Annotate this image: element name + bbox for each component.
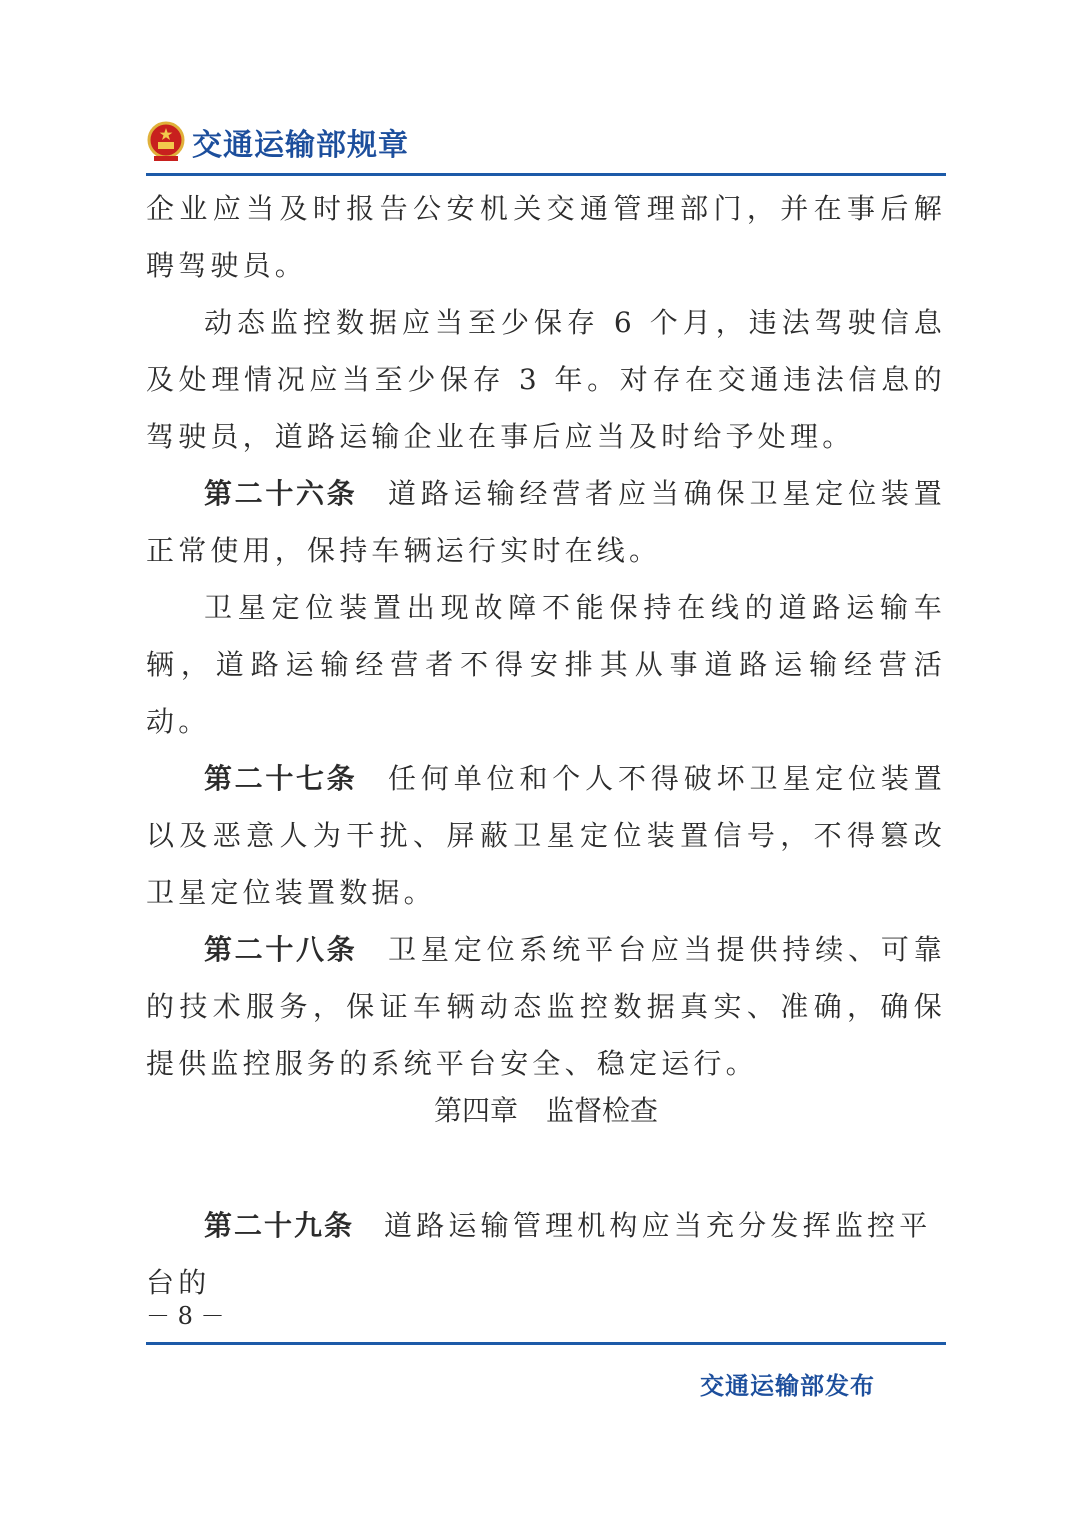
chapter-title: 监督检查 — [546, 1094, 659, 1127]
header-divider — [146, 173, 946, 176]
body-paragraph: 企业应当及时报告公安机关交通管理部门，并在事后解聘驾驶员。 — [146, 192, 946, 282]
page-header — [146, 112, 946, 172]
article-text: 卫星定位系统平台应当提供持续、可靠的技术服务，保证车辆动态监控数据真实、准确，确保提供监控服务的系统平台安全、稳定运行。 — [146, 933, 946, 1080]
article-number: 第二十七条 — [204, 762, 358, 795]
article-paragraph — [146, 1197, 946, 1311]
article-text: 道路运输经营者应当确保卫星定位装置正常使用，保持车辆运行实时在线。 — [146, 477, 946, 567]
body-paragraph: 卫星定位装置出现故障不能保持在线的道路运输车辆，道路运输经营者不得安排其从事道路运输经营活动。 — [146, 591, 946, 738]
article-paragraph — [146, 465, 946, 579]
header-title: 交通运输部规章 — [192, 128, 409, 163]
article-number: 第二十八条 — [204, 933, 358, 966]
national-emblem-icon — [146, 120, 186, 164]
chapter-number: 第四章 — [433, 1094, 518, 1127]
page-number: － 8 － — [146, 1302, 225, 1330]
chapter-heading — [146, 1082, 946, 1139]
article-number: 第二十六条 — [204, 477, 358, 510]
article-paragraph — [146, 750, 946, 921]
footer-divider — [146, 1342, 946, 1345]
article-number: 第二十九条 — [204, 1209, 355, 1242]
body-paragraph: 动态监控数据应当至少保存 6 个月，违法驾驶信息及处理情况应当至少保存 3 年。对存在交通违法信息的驾驶员，道路运输企业在事后应当及时给予处理。 — [146, 306, 946, 453]
article-paragraph — [146, 921, 946, 1092]
article-text: 任何单位和个人不得破坏卫星定位装置以及恶意人为干扰、屏蔽卫星定位装置信号，不得篡改卫星定位装置数据。 — [146, 762, 946, 909]
article-text: 道路运输管理机构应当充分发挥监控平台的 — [146, 1209, 932, 1299]
publisher-label: 交通运输部发布 — [700, 1372, 875, 1400]
document-body — [146, 180, 946, 1092]
